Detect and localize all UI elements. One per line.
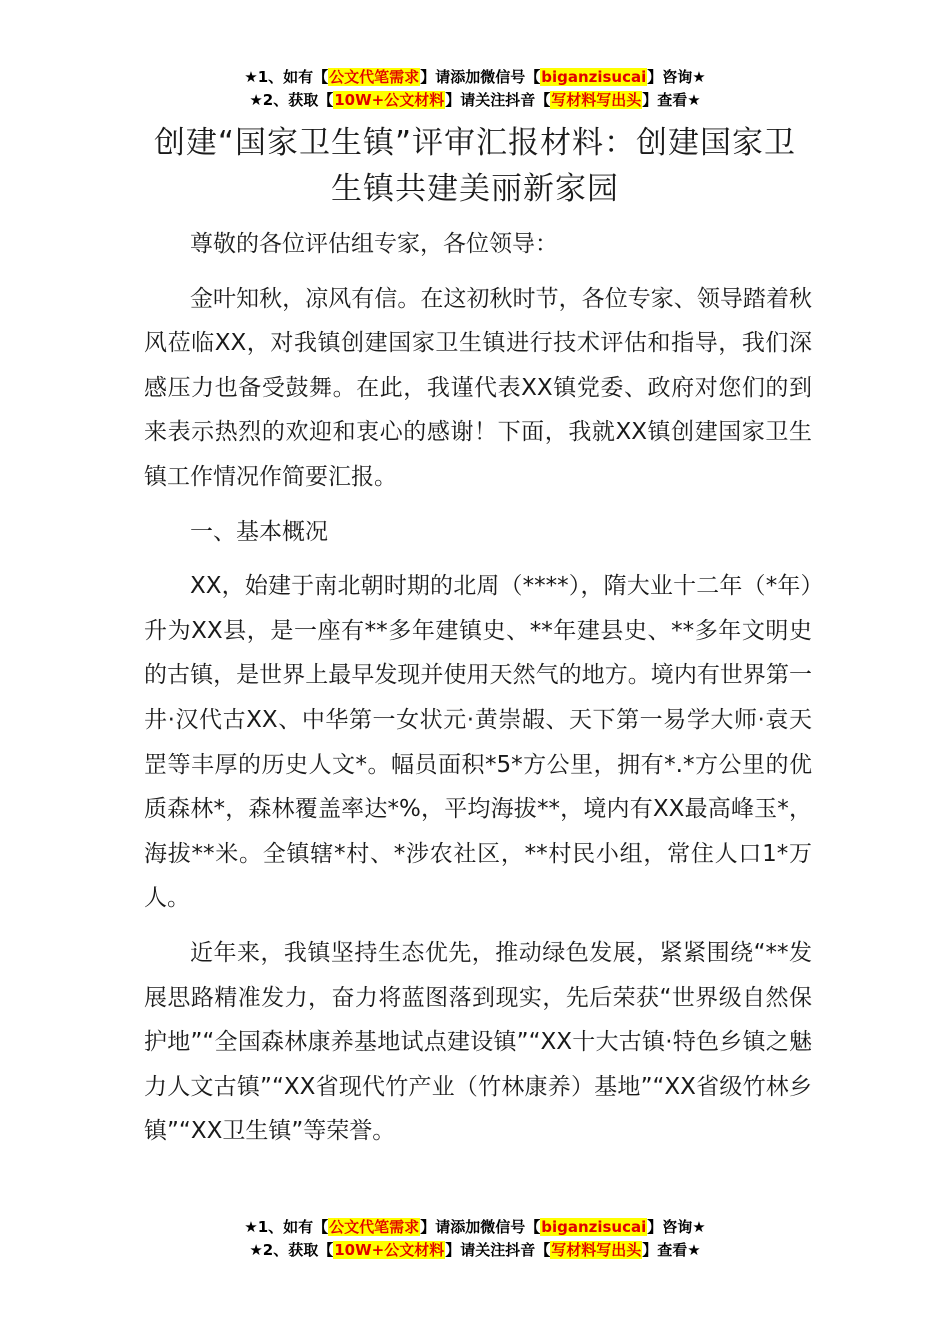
bottom-banner: [0, 1216, 950, 1262]
highlight-douyin: 写材料写出头: [551, 1241, 642, 1259]
paragraph-intro: 金叶知秋，凉风有信。在这初秋时节，各位专家、领导踏着秋风莅临XX，对我镇创建国家卫生镇进行技术评估和指导，我们深感压力也备受鼓舞。在此，我谨代表XX镇党委、政府对您们的到来表示热烈的欢迎和衷心的感谢！下面，我就XX镇创建国家卫生镇工作情况作简要汇报。: [144, 285, 812, 490]
paragraph-overview: XX，始建于南北朝时期的北周（****），隋大业十二年（*年）升为XX县，是一座有**多年建镇史、**年建县史、**多年文明史的古镇，是世界上最早发现并使用天然气的地方。境内有世界第一井·汉代古XX、中华第一女状元·黄崇嘏、天下第一易学大师·袁天罡等丰厚的历史人文*。幅员面积*5*方公里，拥有*.*方公里的优质森林*，森林覆盖率达*%，平均海拔**，境内有XX最高峰玉*，海拔**米。全镇辖*村、*涉农社区，**村民小组，常住人口1*万人。: [144, 573, 812, 912]
section-heading: 一、基本概况: [190, 518, 328, 545]
paragraph-achievements: 近年来，我镇坚持生态优先，推动绿色发展，紧紧围绕“**发展思路精准发力，奋力将蓝图落到现实，先后荣获“世界级自然保护地”“全国森林康养基地试点建设镇”“XX十大古镇·特色乡镇之魅力人文古镇”“XX省现代竹产业（竹林康养）基地”“XX省级竹林乡镇”“XX卫生镇”等荣誉。: [144, 939, 812, 1145]
banner-line-2: ★2、获取【10W+公文材料】请关注抖音【写材料写出头】查看★: [249, 91, 701, 109]
highlight-materials: 10W+公文材料: [334, 1241, 445, 1259]
banner-line-1: ★1、如有【公文代笔需求】请添加微信号【biganzisucai】咨询★: [244, 1218, 706, 1236]
highlight-douyin: 写材料写出头: [551, 91, 642, 109]
banner-line-2: ★2、获取【10W+公文材料】请关注抖音【写材料写出头】查看★: [249, 1241, 701, 1259]
banner-line-1: ★1、如有【公文代笔需求】请添加微信号【biganzisucai】咨询★: [244, 68, 706, 86]
highlight-wechat-id: biganzisucai: [541, 68, 647, 86]
highlight-service: 公文代笔需求: [329, 68, 420, 86]
highlight-materials: 10W+公文材料: [334, 91, 445, 109]
top-banner: [0, 66, 950, 112]
document-title: 创建“国家卫生镇”评审汇报材料：创建国家卫生镇共建美丽新家园: [153, 125, 797, 207]
document-body: [144, 222, 812, 1164]
highlight-wechat-id: biganzisucai: [541, 1218, 647, 1236]
highlight-service: 公文代笔需求: [329, 1218, 420, 1236]
salutation: 尊敬的各位评估组专家，各位领导：: [190, 231, 558, 257]
